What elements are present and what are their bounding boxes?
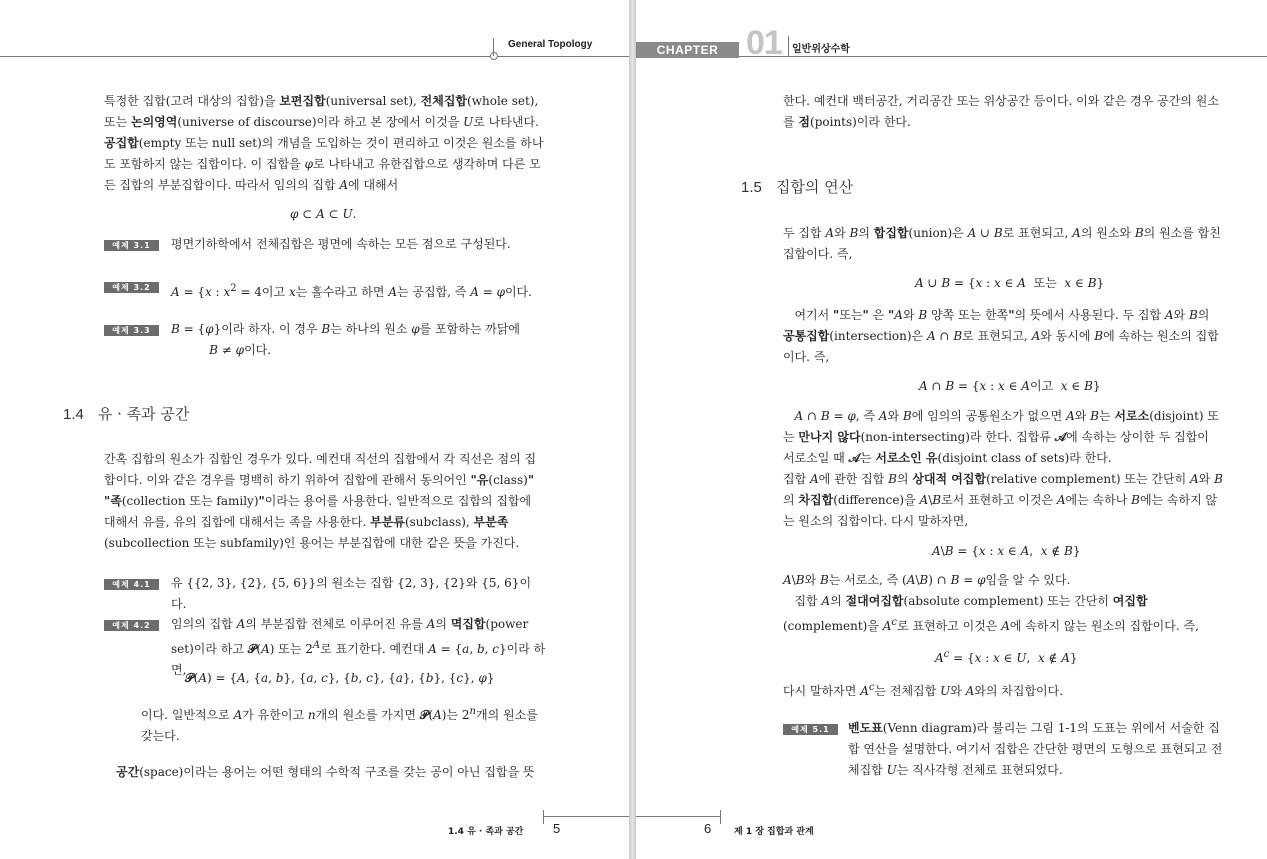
example-3-1-text: 평면기하학에서 전체집합은 평면에 속하는 모든 점으로 구성된다. <box>171 237 511 251</box>
paragraph-union: 두 집합 A와 B의 합집합(union)은 A ∪ B로 표현되고, A의 원소와 B의 원소를 합친 집합이다. 즉, <box>783 226 1221 261</box>
equation-union: A ∪ B = {x : x ∈ A 또는 x ∈ B} <box>915 276 1105 290</box>
page-number: 6 <box>704 821 712 836</box>
footer-rule <box>543 816 629 817</box>
paragraph-class-family: 간혹 집합의 원소가 집합인 경우가 있다. 예컨대 직선의 집합에서 각 직선은 점의 집합이다. 이와 같은 경우를 명백히 하기 위하여 집합에 관해서 동의어인 "유(class)" "족(collection 또는 family)"이라는 용어를 사용한다. 일반적으로 집합의 집합에 대해서 유를, 유의 집합에 대해서는 족을 사용한다. 부분류(subclass), 부분족(subcollection 또는 subfamily)인 용어는 부분집합에 대한 같은 뜻을 가진다. <box>104 452 537 550</box>
paragraph-disjoint-difference: A ∩ B = φ, 즉 A와 B에 임의의 공통원소가 없으면 A와 B는 서로소(disjoint) 또는 만나지 않다(non-intersecting)라 한다. 집합류 𝒜에 속하는 상이한 두 집합이 서로소일 때 𝒜는 서로소인 유(disjoint class of sets)라 한다. 집합 A에 관한 집합 B의 상대적 여집합(relative complement) 또는 간단히 A와 B의 차집합(difference)을 A\B로서 표현하고 이것은 A에는 속하나 B에는 속하지 않는 원소의 집합이다. 다시 말하자면, <box>783 409 1223 528</box>
footer-chapter: 제 1 장 집합과 관계 <box>734 827 814 837</box>
example-4-2-text: 임의의 집합 A의 부분집합 전체로 이루어진 유를 A의 멱집합(power set)이라 하고 𝒫(A) 또는 $2^A$로 표기한다. 예컨대 A = {a, b, c}이라 하면, <box>171 617 546 677</box>
paragraph-space: 공간(space)이라는 용어는 어떤 형태의 수학적 구조를 갖는 공이 아닌 집합을 뜻 <box>116 765 535 779</box>
example-3-2-text: A = {x : $x^2 = 4$이고 x는 홀수라고 하면 A는 공집합, 즉 A = φ이다. <box>171 283 532 299</box>
example-badge: 예제 3.1 <box>104 240 159 251</box>
header-tick <box>788 36 789 56</box>
section-title: 집합의 연산 <box>775 178 854 196</box>
chapter-number: 01 <box>746 24 782 62</box>
page-number: 5 <box>553 821 561 836</box>
running-header-title: General Topology <box>508 39 593 50</box>
example-4-1-text: 유 {{2, 3}, {2}, {5, 6}}의 원소는 집합 {2, 3}, {2}와 {5, 6}이다. <box>171 576 532 611</box>
paragraph-points: 한다. 예컨대 백터공간, 거리공간 또는 위상공간 등이다. 이와 같은 경우 공간의 원소를 점(points)이라 한다. <box>783 94 1219 129</box>
equation-intersection: A ∩ B = {x : x ∈ A이고 x ∈ B} <box>919 379 1101 393</box>
chapter-name: 일반위상수학 <box>792 44 850 55</box>
example-badge: 예제 3.3 <box>104 325 159 336</box>
header-tick <box>493 38 494 56</box>
example-4-2-conclusion: 이다. 일반적으로 A가 유한이고 n개의 원소를 가지면 𝒫(A)는 2$^n$개의 원소를 갖는다. <box>141 706 538 743</box>
section-heading <box>741 176 853 197</box>
paragraph-complement: A\B와 B는 서로소, 즉 (A\B) ∩ B = φ임을 알 수 있다. 집합 A의 절대여집합(absolute complement) 또는 간단히 여집합(complement)을 $A^c$로 표현하고 이것은 A에 속하지 않는 원소의 집합이다. 즉, <box>783 573 1199 633</box>
example-badge: 예제 4.1 <box>104 579 159 590</box>
example-5-1-text: 벤도표(Venn diagram)라 불리는 그림 1-1의 도표는 위에서 서술한 집합 연산을 설명한다. 여기서 집합은 간단한 평면의 도형으로 표현되고 전체집합 U는 직사각형 전체로 표현되었다. <box>848 721 1223 777</box>
footer-tick <box>720 810 721 824</box>
equation-complement: $A^c = \{x$ : x ∈ U, x ∉ A} <box>935 649 1078 665</box>
example-3-3-text: B = {φ}이라 하자. 이 경우 B는 하나의 원소 φ를 포함하는 까닭에 B ≠ φ이다. <box>171 322 521 357</box>
left-page <box>0 0 629 859</box>
example-badge: 예제 5.1 <box>783 724 838 735</box>
equation-subset: φ ⊂ A ⊂ U. <box>290 207 357 221</box>
chapter-label: CHAPTER <box>636 42 739 58</box>
section-number: 1.4 <box>63 406 84 423</box>
section-number: 1.5 <box>741 179 762 196</box>
paragraph-complement-difference: 다시 말하자면 $A^c$는 전체집합 U와 A와의 차집합이다. <box>783 682 1064 698</box>
footer-section: 1.4 유 · 족과 공간 <box>448 827 524 837</box>
header-rule <box>0 56 493 57</box>
example-badge: 예제 3.2 <box>104 282 159 293</box>
right-page <box>636 0 1267 859</box>
header-rule <box>497 56 629 57</box>
equation-power-set: 𝒫(A) = {A, {a, b}, {a, c}, {b, c}, {a}, {b}, {c}, φ} <box>185 671 495 685</box>
equation-difference: A\B = {x : x ∈ A, x ∉ B} <box>932 544 1081 558</box>
example-badge: 예제 4.2 <box>104 620 159 631</box>
section-heading <box>63 403 189 424</box>
footer-rule <box>636 816 720 817</box>
book-spine <box>629 0 636 859</box>
footer-tick <box>543 810 544 824</box>
section-title: 유 · 족과 공간 <box>97 405 190 423</box>
paragraph-universal-set: 특정한 집합(고려 대상의 집합)을 보편집합(universal set), 전체집합(whole set), 또는 논의영역(universe of discourse)이라 하고 본 장에서 이것을 U로 나타낸다. 공집합(empty 또는 null set)의 개념을 도입하는 것이 편리하고 이것은 원소를 하나도 포함하지 않는 집합이다. 이 집합을 φ로 나타내고 유한집합으로 생각하며 다른 모든 집합의 부분집합이다. 따라서 임의의 집합 A에 대해서 <box>104 94 544 192</box>
paragraph-intersection: 여기서 "또는" 은 "A와 B 양쪽 또는 한쪽"의 뜻에서 사용된다. 두 집합 A와 B의 공통집합(intersection)은 A ∩ B로 표현되고, A와 동시에 B에 속하는 원소의 집합이다. 즉, <box>783 308 1219 364</box>
